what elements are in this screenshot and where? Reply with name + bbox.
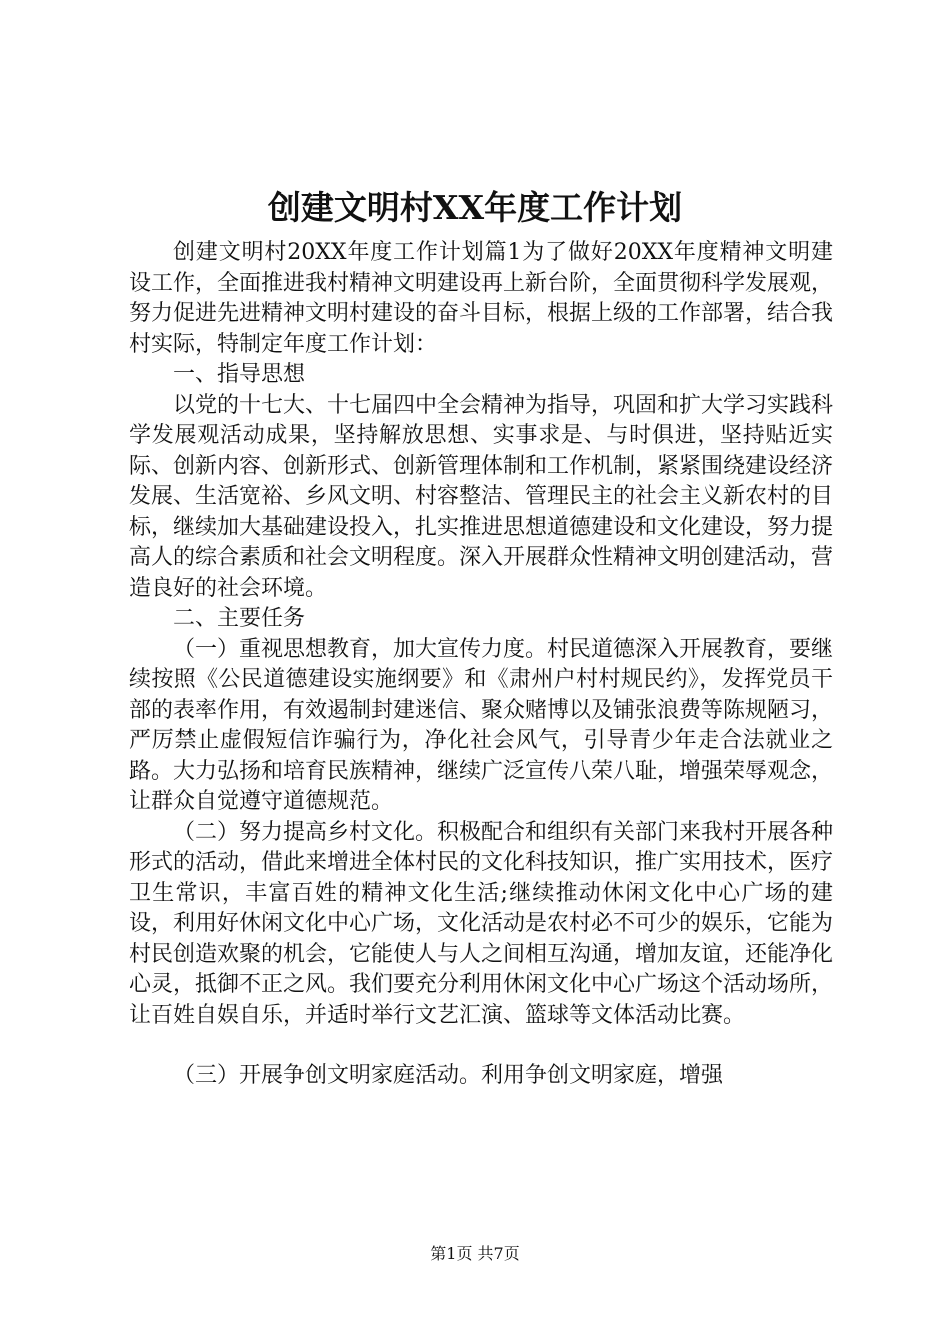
section-heading-main-tasks: 二、主要任务 <box>173 606 306 631</box>
section-heading-guiding-ideology: 一、指导思想 <box>173 362 306 387</box>
intro-paragraph: 创建文明村20XX年度工作计划篇1为了做好20XX年度精神文明建设工作，全面推进我村精神文明建设再上新台阶，全面贯彻科学发展观，努力促进先进精神文明村建设的奋斗目标，根据上级的工作部署，结合我村实际，特制定年度工作计划： <box>129 240 834 357</box>
task-3-paragraph: （三）开展争创文明家庭活动。利用争创文明家庭，增强 <box>173 1063 724 1088</box>
task-1-paragraph: （一）重视思想教育，加大宣传力度。村民道德深入开展教育，要继续按照《公民道德建设实施纲要》和《肃州户村村规民约》，发挥党员干部的表率作用，有效遏制封建迷信、聚众赌博以及铺张浪费等陈规陋习，严厉禁止虚假短信诈骗行为，净化社会风气，引导青少年走合法就业之路。大力弘扬和培育民族精神，继续广泛宣传八荣八耻，增强荣辱观念，让群众自觉遵守道德规范。 <box>129 636 834 814</box>
task-2-paragraph: （二）努力提高乡村文化。积极配合和组织有关部门来我村开展各种形式的活动，借此来增进全体村民的文化科技知识，推广实用技术，医疗卫生常识，丰富百姓的精神文化生活;继续推动休闲文化中心广场的建设，利用好休闲文化中心广场，文化活动是农村必不可少的娱乐，它能为村民创造欢聚的机会，它能使人与人之间相互沟通，增加友谊，还能净化心灵，抵御不正之风。我们要充分利用休闲文化中心广场这个活动场所，让百姓自娱自乐，并适时举行文艺汇演、篮球等文体活动比赛。 <box>129 819 834 1028</box>
page-footer: 第1页 共7页 <box>430 1244 520 1263</box>
document-title: 创建文明村XX年度工作计划 <box>267 188 683 227</box>
document-body <box>129 238 833 1092</box>
guiding-ideology-paragraph: 以党的十七大、十七届四中全会精神为指导，巩固和扩大学习实践科学发展观活动成果，坚持解放思想、实事求是、与时俱进，坚持贴近实际、创新内容、创新形式、创新管理体制和工作机制，紧紧围绕建设经济发展、生活宽裕、乡风文明、村容整洁、管理民主的社会主义新农村的目标，继续加大基础建设投入，扎实推进思想道德建设和文化建设，努力提高人的综合素质和社会文明程度。深入开展群众性精神文明创建活动，营造良好的社会环境。 <box>129 392 834 601</box>
